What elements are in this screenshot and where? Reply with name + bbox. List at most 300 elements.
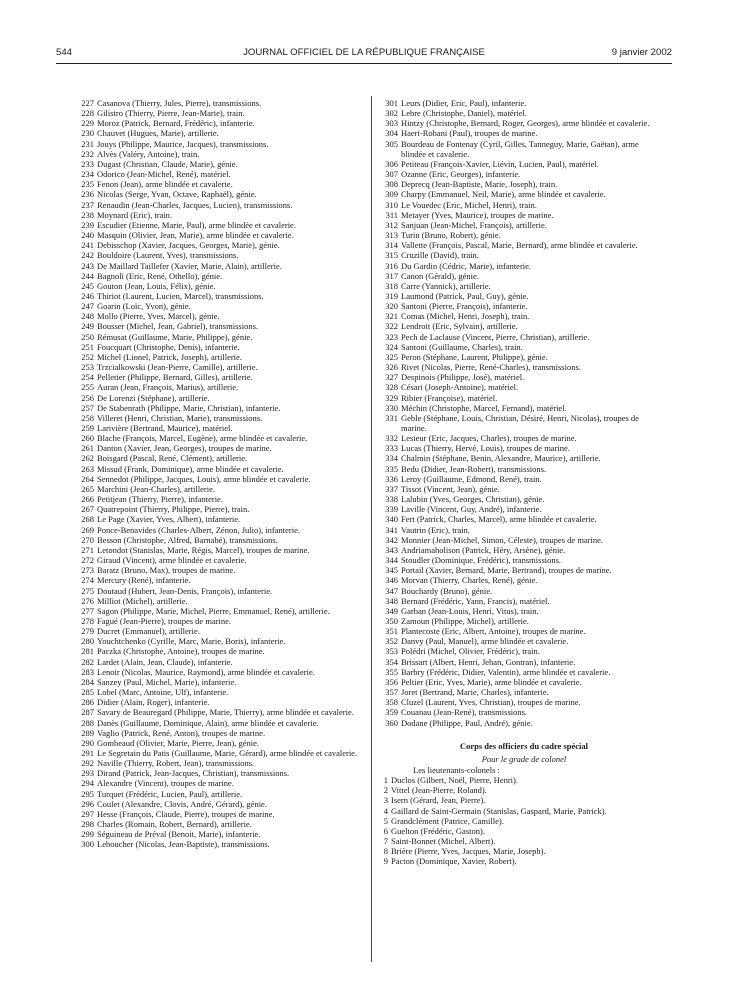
entry-text: Bouchardy (Bruno), génie. bbox=[401, 585, 493, 596]
entry-text: Canon (Gérald), génie. bbox=[401, 270, 479, 281]
entry-text: Le Page (Xavier, Yves, Albert), infanterie. bbox=[97, 514, 241, 525]
list-item bbox=[79, 443, 361, 453]
list-item bbox=[383, 718, 665, 728]
list-item bbox=[79, 311, 361, 321]
entry-text: Vautrin (Eric), train. bbox=[401, 524, 470, 535]
entry-number: 281 bbox=[81, 646, 94, 657]
entry-text: Laville (Vincent, Guy, André), infanterie. bbox=[401, 504, 542, 515]
list-item bbox=[79, 118, 361, 128]
entry-number: 307 bbox=[385, 169, 398, 180]
list-item bbox=[383, 169, 665, 179]
entry-number: 323 bbox=[385, 331, 398, 342]
entry-text: Debisschop (Xavier, Jacques, Georges, Marie), génie. bbox=[97, 240, 280, 251]
entry-text: Deprecq (Jean-Baptiste, Marie, Joseph), train. bbox=[401, 179, 558, 190]
right-entry-list bbox=[383, 98, 665, 728]
entry-text: Lobel (Marc, Antoine, Ulf), infanterie. bbox=[97, 687, 229, 698]
entry-number: 297 bbox=[81, 808, 94, 819]
list-item bbox=[79, 748, 361, 758]
entry-number: 256 bbox=[81, 392, 94, 403]
entry-text: Petiteau (François-Xavier, Liévin, Lucien, Paul), matériel. bbox=[401, 158, 599, 169]
entry-number: 287 bbox=[81, 707, 94, 718]
list-item bbox=[383, 372, 665, 382]
list-item bbox=[79, 657, 361, 667]
entry-number: 271 bbox=[81, 544, 94, 555]
entry-text: Odorico (Jean-Michel, René), matériel. bbox=[97, 169, 231, 180]
entry-number: 262 bbox=[81, 453, 94, 464]
entry-number: 251 bbox=[81, 341, 94, 352]
entry-text: Pech de Laclause (Vincent, Pierre, Christian), artillerie. bbox=[401, 331, 590, 342]
entry-number: 331 bbox=[385, 412, 398, 423]
entry-number: 237 bbox=[81, 199, 94, 210]
list-item bbox=[383, 795, 665, 805]
list-item bbox=[79, 433, 361, 443]
entry-text: Plantecoste (Eric, Albert, Antoine), troupes de marine. bbox=[401, 626, 586, 637]
entry-text: Ribier (Françoise), matériel. bbox=[401, 392, 498, 403]
entry-number: 266 bbox=[81, 494, 94, 505]
entry-number: 9 bbox=[383, 856, 388, 867]
list-item bbox=[79, 514, 361, 524]
list-item bbox=[383, 504, 665, 514]
left-column bbox=[79, 98, 361, 850]
entry-text: Naville (Thierry, Robert, Jean), transmissions. bbox=[97, 758, 255, 769]
list-item bbox=[383, 118, 665, 128]
section-intro: Les lieutenants-colonels : bbox=[413, 765, 500, 775]
entry-text: Letondot (Stanislas, Marie, Régis, Marcel), troupes de marine. bbox=[97, 544, 310, 555]
entry-text: Santoni (Guillaume, Charles), train. bbox=[401, 341, 523, 352]
entry-text: Cluzel (Laurent, Yves, Christian), troupes de marine. bbox=[401, 697, 581, 708]
entry-number: 288 bbox=[81, 717, 94, 728]
list-item bbox=[383, 586, 665, 596]
entry-text: Missud (Frank, Dominique), arme blindée et cavalerie. bbox=[97, 463, 284, 474]
list-item bbox=[79, 169, 361, 179]
entry-text: Baratz (Bruno, Max), troupes de marine. bbox=[97, 565, 236, 576]
list-item bbox=[79, 646, 361, 656]
entry-number: 317 bbox=[385, 270, 398, 281]
entry-number: 293 bbox=[81, 768, 94, 779]
entry-number: 263 bbox=[81, 463, 94, 474]
entry-number: 315 bbox=[385, 250, 398, 261]
entry-text: Bouldoire (Laurent, Yves), transmissions. bbox=[97, 250, 239, 261]
entry-number: 312 bbox=[385, 219, 398, 230]
entry-number: 295 bbox=[81, 788, 94, 799]
entry-text: Petitjean (Thierry, Pierre), infanterie. bbox=[97, 494, 223, 505]
entry-number: 320 bbox=[385, 301, 398, 312]
list-item bbox=[383, 139, 665, 159]
entry-text: Danès (Guillaume, Dominique, Alain), arme blindée et cavalerie. bbox=[97, 717, 319, 728]
list-item bbox=[79, 758, 361, 768]
entry-number: 353 bbox=[385, 646, 398, 657]
column-divider bbox=[371, 96, 372, 962]
entry-number: 294 bbox=[81, 778, 94, 789]
entry-text: Gilistro (Thierry, Pierre, Jean-Marie), train. bbox=[97, 108, 245, 119]
entry-text: Lesieur (Eric, Jacques, Charles), troupes de marine. bbox=[401, 433, 577, 444]
list-item bbox=[79, 352, 361, 362]
entry-text: Lucas (Thierry, Hervé, Louis), troupes de marine. bbox=[401, 443, 570, 454]
list-item bbox=[79, 271, 361, 281]
entry-number: 229 bbox=[81, 118, 94, 129]
list-item bbox=[383, 575, 665, 585]
entry-number: 274 bbox=[81, 575, 94, 586]
list-item bbox=[79, 98, 361, 108]
list-item bbox=[79, 697, 361, 707]
entry-number: 318 bbox=[385, 280, 398, 291]
entry-number: 314 bbox=[385, 240, 398, 251]
entry-text: Alvès (Valéry, Antoine), train. bbox=[97, 148, 200, 159]
entry-text: Santoni (Pierre, François), infanterie. bbox=[401, 301, 528, 312]
entry-number: 351 bbox=[385, 626, 398, 637]
entry-number: 316 bbox=[385, 260, 398, 271]
list-item bbox=[79, 230, 361, 240]
entry-text: Masquin (Olivier, Jean, Marie), arme blindée et cavalerie. bbox=[97, 230, 294, 241]
entry-number: 233 bbox=[81, 158, 94, 169]
entry-text: Leurs (Didier, Eric, Paul), infanterie. bbox=[401, 98, 527, 108]
entry-text: Morvan (Thierry, Charles, René), génie. bbox=[401, 575, 538, 586]
list-item bbox=[79, 718, 361, 728]
entry-number: 246 bbox=[81, 290, 94, 301]
entry-number: 329 bbox=[385, 392, 398, 403]
entry-number: 343 bbox=[385, 544, 398, 555]
entry-text: Trzcialkowski (Jean-Pierre, Camille), artillerie. bbox=[97, 362, 258, 373]
entry-number: 4 bbox=[383, 805, 388, 816]
section-subtitle: Pour le grade de colonel bbox=[481, 753, 567, 764]
entry-text: Marchini (Jean-Charles), artillerie. bbox=[97, 483, 216, 494]
list-item bbox=[383, 108, 665, 118]
list-item bbox=[79, 504, 361, 514]
entry-text: Boisgard (Pascal, René, Clément), artillerie. bbox=[97, 453, 248, 464]
entry-text: Chalmin (Stéphane, Benin, Alexandre, Maurice), artillerie. bbox=[401, 453, 601, 464]
list-item bbox=[383, 281, 665, 291]
list-item bbox=[383, 657, 665, 667]
entry-number: 290 bbox=[81, 737, 94, 748]
list-item bbox=[79, 809, 361, 819]
entry-text: Blache (François, Marcel, Eugène), arme blindée et cavalerie. bbox=[97, 433, 308, 444]
entry-number: 245 bbox=[81, 280, 94, 291]
entry-text: Milliot (Michel), artillerie. bbox=[97, 595, 188, 606]
list-item bbox=[79, 413, 361, 423]
entry-number: 259 bbox=[81, 423, 94, 433]
list-item bbox=[79, 555, 361, 565]
list-item bbox=[383, 687, 665, 697]
right-column bbox=[383, 98, 665, 867]
list-item bbox=[79, 819, 361, 829]
list-item bbox=[383, 535, 665, 545]
entry-text: Carre (Yannick), artillerie. bbox=[401, 280, 491, 291]
list-item bbox=[79, 535, 361, 545]
entry-number: 322 bbox=[385, 321, 398, 332]
entry-number: 242 bbox=[81, 250, 94, 261]
list-item bbox=[79, 606, 361, 616]
entry-number: 231 bbox=[81, 138, 94, 149]
entry-text: Gouton (Jean, Louis, Félix), génie. bbox=[97, 280, 216, 291]
entry-number: 334 bbox=[385, 453, 398, 464]
list-item bbox=[79, 291, 361, 301]
list-item bbox=[383, 413, 665, 433]
list-item bbox=[383, 250, 665, 260]
entry-number: 286 bbox=[81, 697, 94, 708]
entry-number: 5 bbox=[383, 815, 388, 826]
entry-text: Vaglio (Patrick, René, Anton), troupes de marine. bbox=[97, 727, 266, 738]
list-item bbox=[79, 545, 361, 555]
entry-number: 333 bbox=[385, 443, 398, 454]
entry-number: 303 bbox=[385, 118, 398, 129]
list-item bbox=[383, 596, 665, 606]
entry-text: Polédri (Michel, Olivier, Frédéric), train. bbox=[401, 646, 540, 657]
entry-number: 311 bbox=[385, 209, 398, 220]
entry-number: 345 bbox=[385, 565, 398, 576]
entry-text: Sagon (Philippe, Marie, Michel, Pierre, Emmanuel, René), artillerie. bbox=[97, 605, 330, 616]
list-item bbox=[383, 393, 665, 403]
entry-text: Auran (Jean, François, Marius), artillerie. bbox=[97, 382, 239, 393]
entry-number: 292 bbox=[81, 758, 94, 769]
list-item bbox=[383, 836, 665, 846]
entry-text: Joret (Bertrand, Marie, Charles), infanterie. bbox=[401, 687, 549, 698]
entry-text: Séguineau de Préval (Benoit, Marie), infanterie. bbox=[97, 829, 261, 840]
entry-number: 284 bbox=[81, 676, 94, 687]
entry-text: Larivière (Bertrand, Maurice), matériel. bbox=[97, 423, 233, 433]
entry-number: 291 bbox=[81, 748, 94, 758]
list-item bbox=[383, 846, 665, 856]
entry-number: 356 bbox=[385, 676, 398, 687]
list-item bbox=[79, 565, 361, 575]
entry-number: 335 bbox=[385, 463, 398, 474]
list-item bbox=[79, 321, 361, 331]
entry-text: Didier (Alain, Roger), infanterie. bbox=[97, 697, 210, 708]
list-item bbox=[79, 220, 361, 230]
entry-text: Isern (Gérard, Jean, Pierre). bbox=[391, 795, 486, 806]
entry-number: 277 bbox=[81, 605, 94, 616]
entry-number: 337 bbox=[385, 483, 398, 494]
entry-text: Haeri-Rohani (Paul), troupes de marine. bbox=[401, 128, 538, 139]
list-item bbox=[79, 139, 361, 149]
entry-text: Peltier (Eric, Yves, Marie), arme blindée et cavalerie. bbox=[401, 676, 582, 687]
entry-text: De Maillard Taillefer (Xavier, Marie, Alain), artillerie. bbox=[97, 260, 282, 271]
entry-text: Du Gardin (Cédric, Marie), infanterie. bbox=[401, 260, 532, 271]
list-item bbox=[383, 240, 665, 250]
list-item bbox=[383, 200, 665, 210]
entry-text: Brissart (Albert, Henri, Jehan, Gontran), infanterie. bbox=[401, 656, 576, 667]
entry-number: 285 bbox=[81, 687, 94, 698]
entry-number: 276 bbox=[81, 595, 94, 606]
entry-number: 236 bbox=[81, 189, 94, 200]
entry-text: Monnier (Jean-Michel, Simon, Céleste), troupes de marine. bbox=[401, 534, 604, 545]
list-item bbox=[79, 362, 361, 372]
entry-number: 350 bbox=[385, 615, 398, 626]
entry-text: Bagnoli (Eric, René, Othello), génie. bbox=[97, 270, 223, 281]
entry-text: Le Segretain du Patis (Guillaume, Marie, Gérard), arme blindée et cavalerie. bbox=[97, 748, 358, 758]
entry-text: Fagué (Jean-Pierre), troupes de marine. bbox=[97, 615, 232, 626]
page-header bbox=[56, 47, 672, 61]
entry-text: Guelton (Frédéric, Gaston). bbox=[391, 825, 485, 836]
entry-text: Grandclément (Patrice, Camille). bbox=[391, 815, 504, 826]
list-item bbox=[383, 98, 665, 108]
entry-number: 241 bbox=[81, 240, 94, 251]
entry-text: Sanjuan (Jean-Michel, François), artillerie. bbox=[401, 219, 547, 230]
entry-number: 306 bbox=[385, 158, 398, 169]
entry-text: Villeret (Henri, Christian, Marie), transmissions. bbox=[97, 412, 263, 423]
list-item bbox=[79, 829, 361, 839]
entry-number: 321 bbox=[385, 311, 398, 322]
list-item bbox=[79, 464, 361, 474]
entry-number: 308 bbox=[385, 179, 398, 190]
list-item bbox=[383, 525, 665, 535]
list-item bbox=[383, 697, 665, 707]
entry-text: Turin (Bruno, Robert), génie. bbox=[401, 230, 501, 241]
entry-number: 349 bbox=[385, 605, 398, 616]
list-item bbox=[79, 210, 361, 220]
list-item bbox=[383, 291, 665, 301]
list-item bbox=[383, 271, 665, 281]
entry-text: Besson (Christophe, Alfred, Barnabé), transmissions. bbox=[97, 534, 278, 545]
entry-number: 289 bbox=[81, 727, 94, 738]
entry-text: Moynard (Eric), train. bbox=[97, 209, 173, 220]
list-item bbox=[383, 128, 665, 138]
entry-number: 270 bbox=[81, 534, 94, 545]
entry-number: 302 bbox=[385, 108, 398, 119]
entry-text: Thiriot (Laurent, Lucien, Marcel), transmissions. bbox=[97, 290, 264, 301]
entry-number: 232 bbox=[81, 148, 94, 159]
list-item bbox=[383, 785, 665, 795]
entry-number: 257 bbox=[81, 402, 94, 413]
list-item bbox=[79, 159, 361, 169]
issue-date: 9 janvier 2002 bbox=[611, 47, 672, 58]
entry-number: 352 bbox=[385, 636, 398, 647]
entry-text: Danton (Xavier, Jean, Georges), troupes de marine. bbox=[97, 443, 272, 454]
entry-number: 275 bbox=[81, 585, 94, 596]
list-item bbox=[383, 565, 665, 575]
entry-text: Césari (Joseph-Antoine), matériel. bbox=[401, 382, 519, 393]
entry-number: 247 bbox=[81, 301, 94, 312]
journal-title: JOURNAL OFFICIEL DE LA RÉPUBLIQUE FRANÇAISE bbox=[243, 47, 485, 58]
entry-text: Sanzey (Paul, Michel, Marie), infanterie. bbox=[97, 676, 237, 687]
list-item bbox=[79, 108, 361, 118]
entry-number: 344 bbox=[385, 555, 398, 566]
entry-number: 327 bbox=[385, 372, 398, 383]
entry-number: 244 bbox=[81, 270, 94, 281]
list-item bbox=[383, 667, 665, 677]
entry-text: Vallette (François, Pascal, Marie, Bernard), arme blindée et cavalerie. bbox=[401, 240, 638, 251]
entry-number: 341 bbox=[385, 524, 398, 535]
entry-number: 355 bbox=[385, 666, 398, 677]
list-item bbox=[79, 332, 361, 342]
list-item bbox=[383, 453, 665, 463]
entry-text: Cruzille (David), train. bbox=[401, 250, 479, 261]
list-item bbox=[79, 667, 361, 677]
list-item bbox=[383, 332, 665, 342]
entry-number: 326 bbox=[385, 362, 398, 373]
list-item bbox=[383, 677, 665, 687]
entry-text: Peron (Stéphane, Laurent, Philippe), génie. bbox=[401, 351, 548, 362]
list-item bbox=[79, 626, 361, 636]
list-item bbox=[383, 646, 665, 656]
entry-text: Paczka (Christophe, Antoine), troupes de marine. bbox=[97, 646, 265, 657]
entry-number: 332 bbox=[385, 433, 398, 444]
entry-number: 248 bbox=[81, 311, 94, 322]
list-item bbox=[383, 220, 665, 230]
list-item bbox=[79, 728, 361, 738]
list-item bbox=[383, 443, 665, 453]
entry-number: 339 bbox=[385, 504, 398, 515]
entry-text: Moroz (Patrick, Bernard, Frédéric), infanterie. bbox=[97, 118, 255, 129]
entry-text: Leroy (Guillaume, Edmond, René), train. bbox=[401, 473, 542, 484]
list-item bbox=[79, 768, 361, 778]
list-item bbox=[383, 636, 665, 646]
section-title: Corps des officiers du cadre spécial bbox=[459, 740, 589, 751]
list-item bbox=[79, 586, 361, 596]
entry-text: Dodane (Philippe, Paul, André), génie. bbox=[401, 717, 533, 728]
entry-text: Casanova (Thierry, Jules, Pierre), transmissions. bbox=[97, 98, 262, 108]
list-item bbox=[383, 856, 665, 866]
entry-number: 252 bbox=[81, 351, 94, 362]
entry-number: 348 bbox=[385, 595, 398, 606]
entry-text: Geble (Stéphane, Louis, Christian, Désiré, Henri, Nicolas), troupes de marine. bbox=[401, 412, 639, 433]
entry-text: Mercury (René), infanterie. bbox=[97, 575, 191, 586]
entry-number: 325 bbox=[385, 351, 398, 362]
entry-number: 346 bbox=[385, 575, 398, 586]
list-item bbox=[79, 393, 361, 403]
entry-text: Laumond (Patrick, Paul, Guy), génie. bbox=[401, 290, 529, 301]
entry-number: 260 bbox=[81, 433, 94, 444]
entry-number: 1 bbox=[383, 775, 388, 786]
entry-text: Ozanne (Eric, Georges), infanterie. bbox=[401, 169, 521, 180]
entry-text: Michel (Lionel, Patrick, Joseph), artillerie. bbox=[97, 351, 242, 362]
list-item bbox=[79, 301, 361, 311]
list-item bbox=[383, 606, 665, 616]
entry-number: 250 bbox=[81, 331, 94, 342]
list-item bbox=[79, 200, 361, 210]
entry-text: Goarin (Loïc, Yvon), génie. bbox=[97, 301, 191, 312]
entry-text: Lendroit (Eric, Sylvain), artillerie. bbox=[401, 321, 518, 332]
entry-number: 300 bbox=[81, 839, 94, 850]
list-item bbox=[79, 636, 361, 646]
list-item bbox=[383, 382, 665, 392]
list-item bbox=[79, 423, 361, 433]
entry-number: 3 bbox=[383, 795, 388, 806]
entry-text: Charpy (Emmanuel, Neil, Marie), arme blindée et cavalerie. bbox=[401, 189, 606, 200]
entry-text: Chauvet (Hugues, Marie), artillerie. bbox=[97, 128, 219, 139]
list-item bbox=[383, 545, 665, 555]
entry-text: Rémusat (Guillaume, Marie, Philippe), génie. bbox=[97, 331, 253, 342]
entry-number: 280 bbox=[81, 636, 94, 647]
entry-number: 234 bbox=[81, 169, 94, 180]
entry-number: 268 bbox=[81, 514, 94, 525]
entry-text: Barbry (Frédéric, Didier, Valentin), arme blindée et cavalerie. bbox=[401, 666, 611, 677]
list-item bbox=[79, 179, 361, 189]
entry-number: 6 bbox=[383, 825, 388, 836]
entry-number: 296 bbox=[81, 798, 94, 809]
entry-number: 264 bbox=[81, 473, 94, 484]
entry-number: 261 bbox=[81, 443, 94, 454]
entry-text: Jouys (Philippe, Maurice, Jacques), transmissions. bbox=[97, 138, 269, 149]
entry-number: 273 bbox=[81, 565, 94, 576]
entry-number: 255 bbox=[81, 382, 94, 393]
entry-text: Couanau (Jean-René), transmissions. bbox=[401, 707, 528, 718]
entry-text: Bousser (Michel, Jean, Gabriel), transmissions. bbox=[97, 321, 258, 332]
entry-number: 309 bbox=[385, 189, 398, 200]
entry-text: Bourdeau de Fontenay (Cyril, Gilles, Tanneguy, Marie, Gaëtan), arme blindée et cavalerie. bbox=[401, 138, 639, 159]
entry-text: Charles (Romain, Robert, Bernard), artillerie. bbox=[97, 819, 252, 830]
entry-text: Sennedot (Philippe, Jacques, Louis), arme blindée et cavalerie. bbox=[97, 473, 311, 484]
entry-text: Mollo (Pierre, Yves, Marcel), génie. bbox=[97, 311, 220, 322]
special-entry-list bbox=[383, 775, 665, 866]
list-item bbox=[79, 494, 361, 504]
entry-text: Alexandre (Vincent), troupes de marine. bbox=[97, 778, 234, 789]
list-item bbox=[79, 839, 361, 849]
list-item bbox=[79, 799, 361, 809]
entry-number: 358 bbox=[385, 697, 398, 708]
entry-text: Hintzy (Christophe, Bernard, Roger, Georges), arme blindée et cavalerie. bbox=[401, 118, 650, 129]
entry-number: 254 bbox=[81, 372, 94, 383]
list-item bbox=[79, 484, 361, 494]
